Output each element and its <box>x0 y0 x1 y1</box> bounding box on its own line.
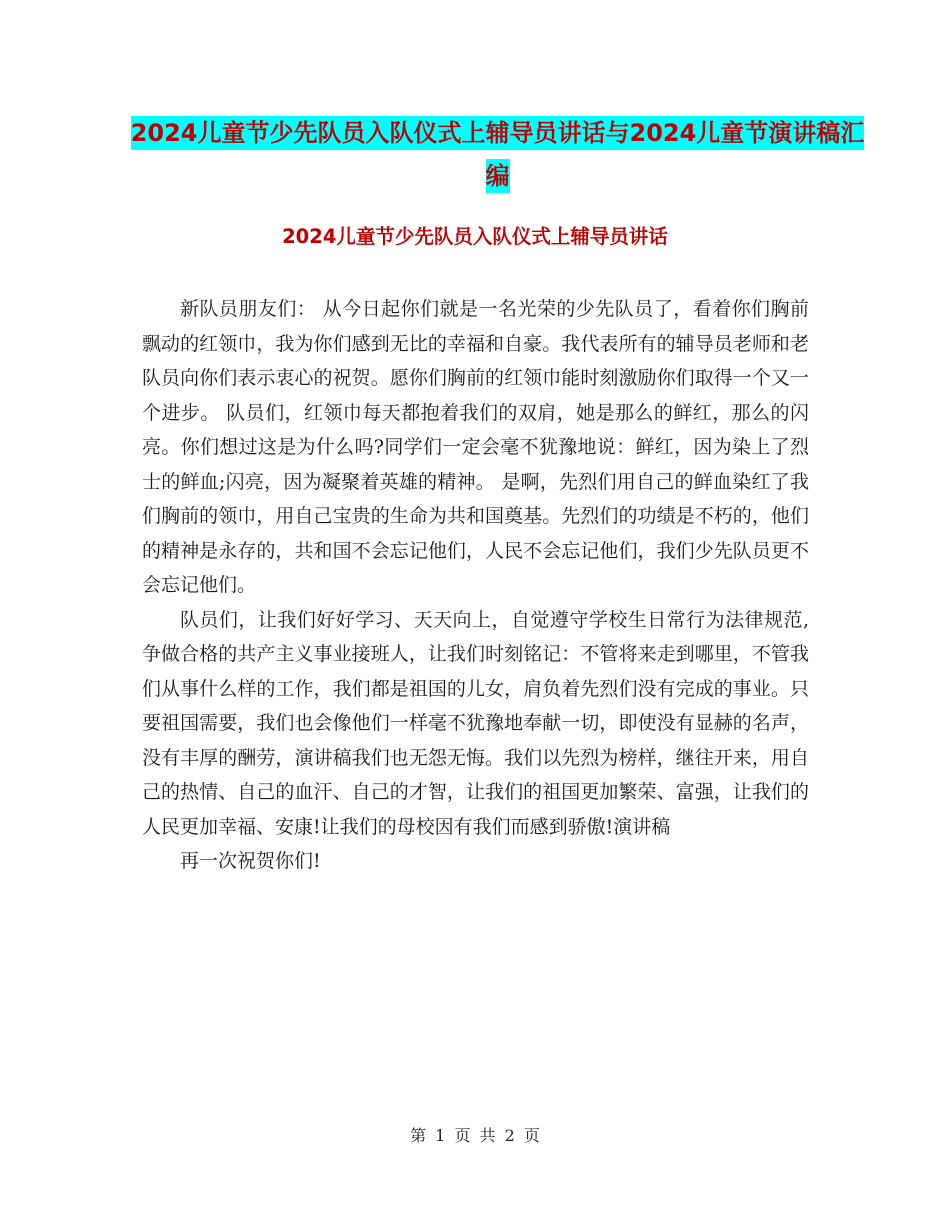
title-highlight: 2024儿童节少先队员入队仪式上辅导员讲话与2024儿童节演讲稿汇编 <box>131 116 865 193</box>
body-paragraph: 再一次祝贺你们! <box>180 850 321 872</box>
body-paragraph: 新队员朋友们： 从今日起你们就是一名光荣的少先队员了，看着你们胸前飘动的红领巾，我为你们感到无比的幸福和自豪。我代表所有的辅导员老师和老队员向你们表示衷心的祝贺。愿你们胸前的红领巾能时刻激励你们取得一个又一个进步。 队员们，红领巾每天都抱着我们的双肩，她是那么的鲜红，那么的闪亮。你们想过这是为什么吗?同学们一定会毫不犹豫地说：鲜红，因为染上了烈士的鲜血;闪亮，因为凝聚着英雄的精神。 是啊，先烈们用自己的鲜血染红了我们胸前的领巾，用自己宝贵的生命为共和国奠基。先烈们的功绩是不朽的，他们的精神是永存的，共和国不会忘记他们，人民不会忘记他们，我们少先队员更不会忘记他们。 <box>142 298 809 596</box>
body-paragraph: 队员们，让我们好好学习、天天向上，自觉遵守学校生日常行为法律规范,争做合格的共产主义事业接班人，让我们时刻铭记：不管将来走到哪里，不管我们从事什么样的工作，我们都是祖国的儿女，肩负着先烈们没有完成的事业。只要祖国需要，我们也会像他们一样毫不犹豫地奉献一切，即使没有显赫的名声，没有丰厚的酬劳，演讲稿我们也无怨无悔。我们以先烈为榜样，继往开来，用自己的热情、自己的血汗、自己的才智，让我们的祖国更加繁荣、富强，让我们的人民更加幸福、安康!让我们的母校因有我们而感到骄傲!演讲稿 <box>142 608 809 838</box>
section-title: 2024儿童节少先队员入队仪式上辅导员讲话 <box>282 225 668 248</box>
document-body <box>142 292 809 879</box>
page-footer: 第 1 页 共 2 页 <box>410 1126 540 1145</box>
document-title <box>120 112 875 198</box>
